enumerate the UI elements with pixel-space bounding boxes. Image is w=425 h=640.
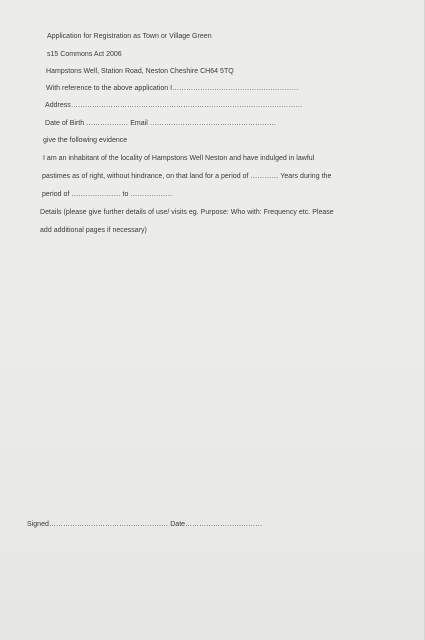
location-address: Hampstons Well, Station Road, Neston Cheshire CH64 5TQ xyxy=(46,68,234,75)
dob-email-line: Date of Birth ……………… Email ……………………………………………… xyxy=(45,120,277,127)
act-reference: s15 Commons Act 2006 xyxy=(47,51,122,58)
reference-line: With reference to the above application I……………………………………………… xyxy=(46,85,299,92)
form-title: Application for Registration as Town or Village Green xyxy=(47,33,212,40)
statement-line-2: pastimes as of right, without hindrance, on that land for a period of ………… Years during the xyxy=(42,173,332,180)
evidence-heading: give the following evidence xyxy=(43,137,128,144)
statement-line-1: I am an inhabitant of the locality of Hampstons Well Neston and have indulged in lawful xyxy=(43,155,315,162)
details-line-1: Details (please give further details of use/ visits eg. Purpose: Who with: Frequency etc. Please xyxy=(40,209,334,216)
details-line-2: add additional pages if necessary) xyxy=(40,227,147,234)
address-line: Address……………………………………………………………………………………… xyxy=(45,102,303,109)
statement-line-3: period of ………………… to ……………… xyxy=(42,191,173,198)
signature-date-line: Signed…………………………………………… Date…………………………… xyxy=(27,521,263,528)
